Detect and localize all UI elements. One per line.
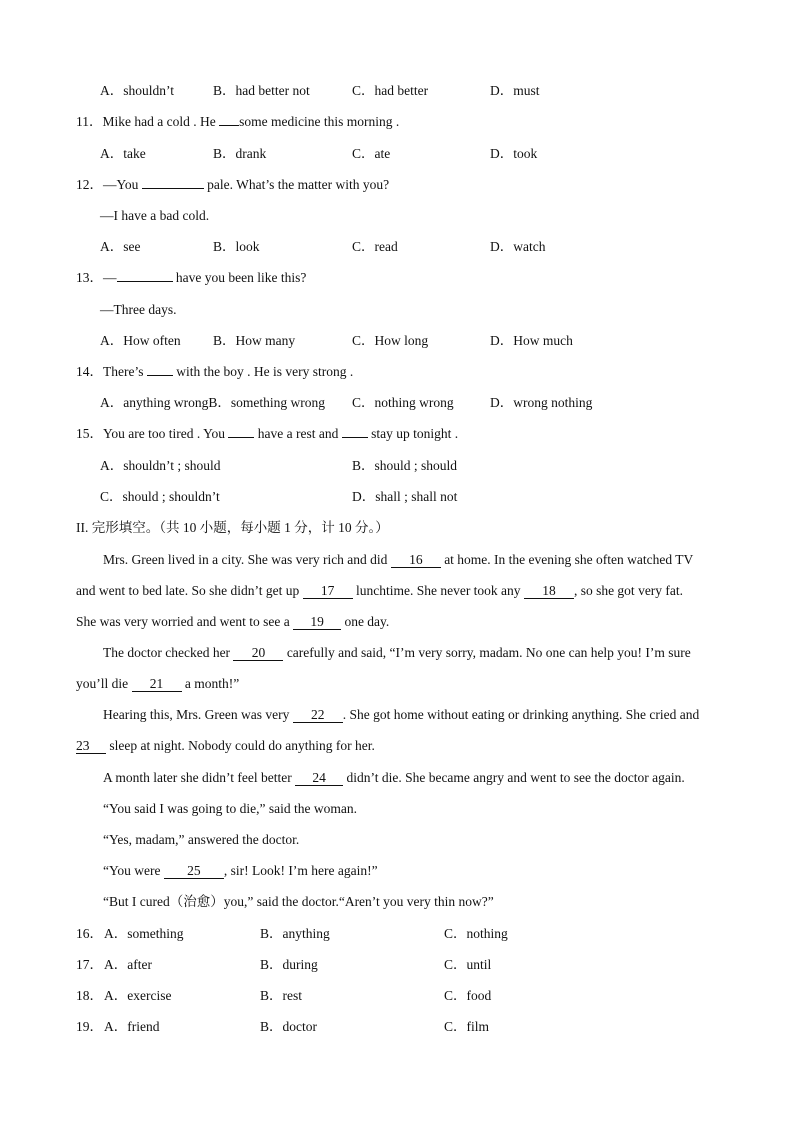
option-a: A．friend [104, 1019, 160, 1034]
question-text: pale. What’s the matter with you? [203, 177, 390, 192]
option-b: B．How many [213, 333, 296, 348]
option-b: B．had better not [213, 83, 310, 98]
answer-blank [219, 125, 239, 126]
passage-line: “You said I was going to die,” said the woman. [103, 801, 357, 816]
passage-text: a month!” [181, 676, 240, 691]
option-d: D．must [490, 83, 540, 98]
option-a: A．after [104, 957, 152, 972]
question-text: — [103, 270, 117, 285]
question-number: 14． [76, 364, 103, 379]
passage-text: A month later she didn’t feel better [103, 770, 296, 785]
blank-17: 17 [303, 583, 353, 599]
passage-line [76, 675, 239, 693]
option-a: A．take [100, 146, 146, 161]
question-text: —You [103, 177, 142, 192]
passage-text: The doctor checked her [103, 645, 234, 660]
blank-20: 20 [233, 645, 283, 661]
passage-text: , sir! Look! I’m here again!” [223, 863, 378, 878]
option-a: A．shouldn’t ; should [100, 458, 221, 473]
passage-line [103, 862, 378, 880]
question-text: Mike had a cold . He [102, 114, 220, 129]
passage-line: “Yes, madam,” answered the doctor. [103, 832, 300, 847]
question-number: 12． [76, 177, 103, 192]
section-heading: II. 完形填空。（共 10 小题，每小题 1 分，计 10 分。） [76, 520, 389, 535]
option-ab: A．anything wrongB．something wrong [100, 395, 325, 410]
option-c: C．film [444, 1019, 490, 1034]
answer-blank [228, 437, 254, 438]
passage-line [76, 737, 375, 755]
question-14 [76, 363, 353, 381]
passage-text: sleep at night. Nobody could do anything for her. [106, 738, 375, 753]
blank-25: 25 [164, 863, 224, 879]
answer-blank [342, 437, 368, 438]
passage-text: you’ll die [76, 676, 132, 691]
passage-line [103, 644, 691, 662]
question-number: 15． [76, 426, 103, 441]
passage-text: and went to bed late. So she didn’t get up [76, 583, 303, 598]
option-c: C．read [352, 239, 398, 254]
option-b: B．look [213, 239, 260, 254]
question-number: 18． [76, 988, 103, 1003]
question-text: with the boy . He is very strong . [172, 364, 354, 379]
passage-text: , so she got very fat. [573, 583, 684, 598]
passage-text: one day. [341, 614, 390, 629]
passage-text: lunchtime. She never took any [352, 583, 524, 598]
question-12 [76, 176, 389, 194]
option-c: C．ate [352, 146, 391, 161]
question-text: You are too tired . You [103, 426, 229, 441]
blank-22: 22 [293, 707, 343, 723]
option-d: D．took [490, 146, 538, 161]
passage-line [103, 706, 699, 724]
option-b: B．rest [260, 988, 302, 1003]
question-text: have a rest and [254, 426, 342, 441]
option-c: C．nothing wrong [352, 395, 454, 410]
option-a: A．something [104, 926, 184, 941]
question-number: 19． [76, 1019, 103, 1034]
option-a: A．How often [100, 333, 181, 348]
question-number: 13． [76, 270, 103, 285]
option-d: D．wrong nothing [490, 395, 593, 410]
question-text: have you been like this? [172, 270, 307, 285]
blank-23: 23 [76, 738, 106, 754]
answer-blank [142, 188, 204, 189]
option-c: C．had better [352, 83, 429, 98]
option-b: B．during [260, 957, 318, 972]
question-number: 11． [76, 114, 103, 129]
option-a: A．exercise [104, 988, 172, 1003]
option-c: C．How long [352, 333, 429, 348]
dialogue-answer: —I have a bad cold. [100, 208, 210, 223]
passage-text: didn’t die. She became angry and went to see the doctor again. [343, 770, 685, 785]
question-number: 16． [76, 926, 103, 941]
passage-text: carefully and said, “I’m very sorry, madam. No one can help you! I’m sure [283, 645, 691, 660]
option-b: B．should ; should [352, 458, 458, 473]
passage-text: Mrs. Green lived in a city. She was very rich and did [103, 552, 391, 567]
question-text: There’s [103, 364, 147, 379]
question-text: some medicine this morning . [239, 114, 400, 129]
passage-text: Hearing this, Mrs. Green was very [103, 707, 293, 722]
blank-19: 19 [293, 614, 341, 630]
question-13 [76, 269, 306, 287]
option-c: C．food [444, 988, 492, 1003]
passage-line [103, 551, 693, 569]
option-a: A．see [100, 239, 141, 254]
question-15 [76, 425, 458, 443]
passage-line [103, 769, 685, 787]
question-text: stay up tonight . [367, 426, 459, 441]
question-number: 17． [76, 957, 103, 972]
blank-24: 24 [295, 770, 343, 786]
passage-text: at home. In the evening she often watched TV [440, 552, 694, 567]
option-c: C．nothing [444, 926, 508, 941]
option-b: B．doctor [260, 1019, 317, 1034]
option-b: B．anything [260, 926, 330, 941]
dialogue-answer: —Three days. [100, 302, 177, 317]
option-c: C．should ; shouldn’t [100, 489, 220, 504]
option-d: D．watch [490, 239, 546, 254]
answer-blank [117, 281, 173, 282]
option-d: D．How much [490, 333, 573, 348]
option-c: C．until [444, 957, 492, 972]
passage-line [76, 582, 683, 600]
passage-text: . She got home without eating or drinking anything. She cried and [342, 707, 700, 722]
option-d: D．shall ; shall not [352, 489, 458, 504]
blank-18: 18 [524, 583, 574, 599]
passage-text: She was very worried and went to see a [76, 614, 294, 629]
answer-blank [147, 375, 173, 376]
passage-text: “You were [103, 863, 164, 878]
option-a: A．shouldn’t [100, 83, 175, 98]
blank-16: 16 [391, 552, 441, 568]
passage-line: “But I cured（治愈）you,” said the doctor.“Aren’t you very thin now?” [103, 894, 494, 909]
blank-21: 21 [132, 676, 182, 692]
question-11 [76, 113, 399, 131]
passage-line [76, 613, 389, 631]
option-b: B．drank [213, 146, 267, 161]
